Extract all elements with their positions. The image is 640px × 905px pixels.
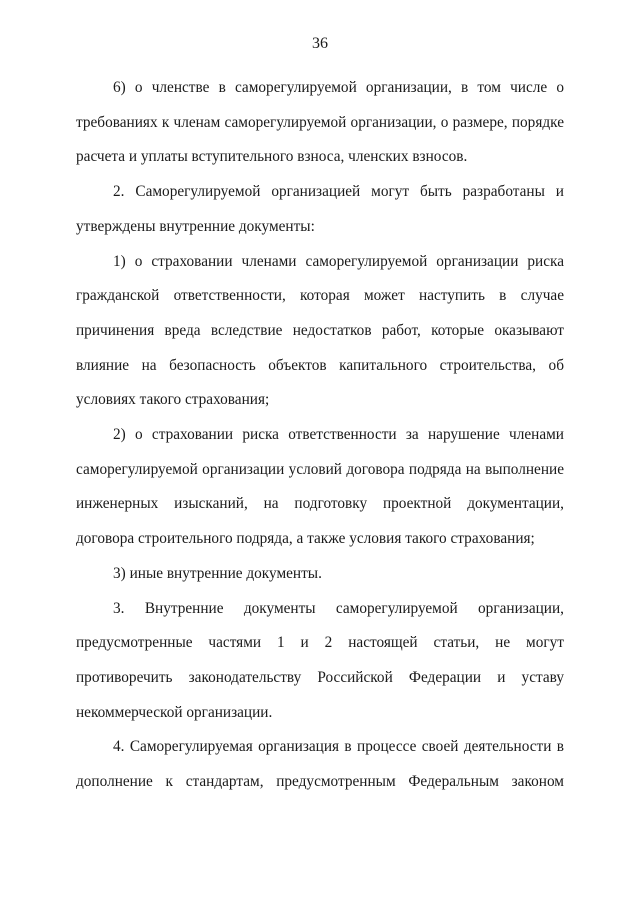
paragraph-no-contradiction: 3. Внутренние документы саморегулируемой организации, предусмотренные частями 1 и 2 настоящей статьи, не могут противоречить законодательству Российской Федерации и уставу некоммерческой организации. <box>76 599 564 721</box>
paragraph-internal-documents: 2. Саморегулируемой организацией могут быть разработаны и утверждены внутренние документы: <box>76 183 564 235</box>
paragraph-contract-liability-insurance: 2) о страховании риска ответственности за нарушение членами саморегулируемой организации условий договора подряда на выполнение инженерных изысканий, на подготовку проектной документации, договора строительного подряда, а также условия такого страхования; <box>76 426 564 548</box>
paragraph-other-documents: 3) иные внутренние документы. <box>113 564 322 582</box>
document-body <box>76 71 564 800</box>
paragraph-membership: 6) о членстве в саморегулируемой организации, в том числе о требованиях к членам саморегулируемой организации, о размере, порядке расчета и уплаты вступительного взноса, членских взносов. <box>76 79 564 166</box>
paragraph-civil-liability-insurance: 1) о страховании членами саморегулируемой организации риска гражданской ответственности, которая может наступить в случае причинения вреда вследствие недостатков работ, которые оказывают влияние на безопасность объектов капитального строительства, об условиях такого страхования; <box>76 252 564 409</box>
paragraph-standards: 4. Саморегулируемая организация в процессе своей деятельности в дополнение к стандартам, предусмотренным Федеральным законом <box>76 738 564 791</box>
page-number: 36 <box>312 35 328 52</box>
